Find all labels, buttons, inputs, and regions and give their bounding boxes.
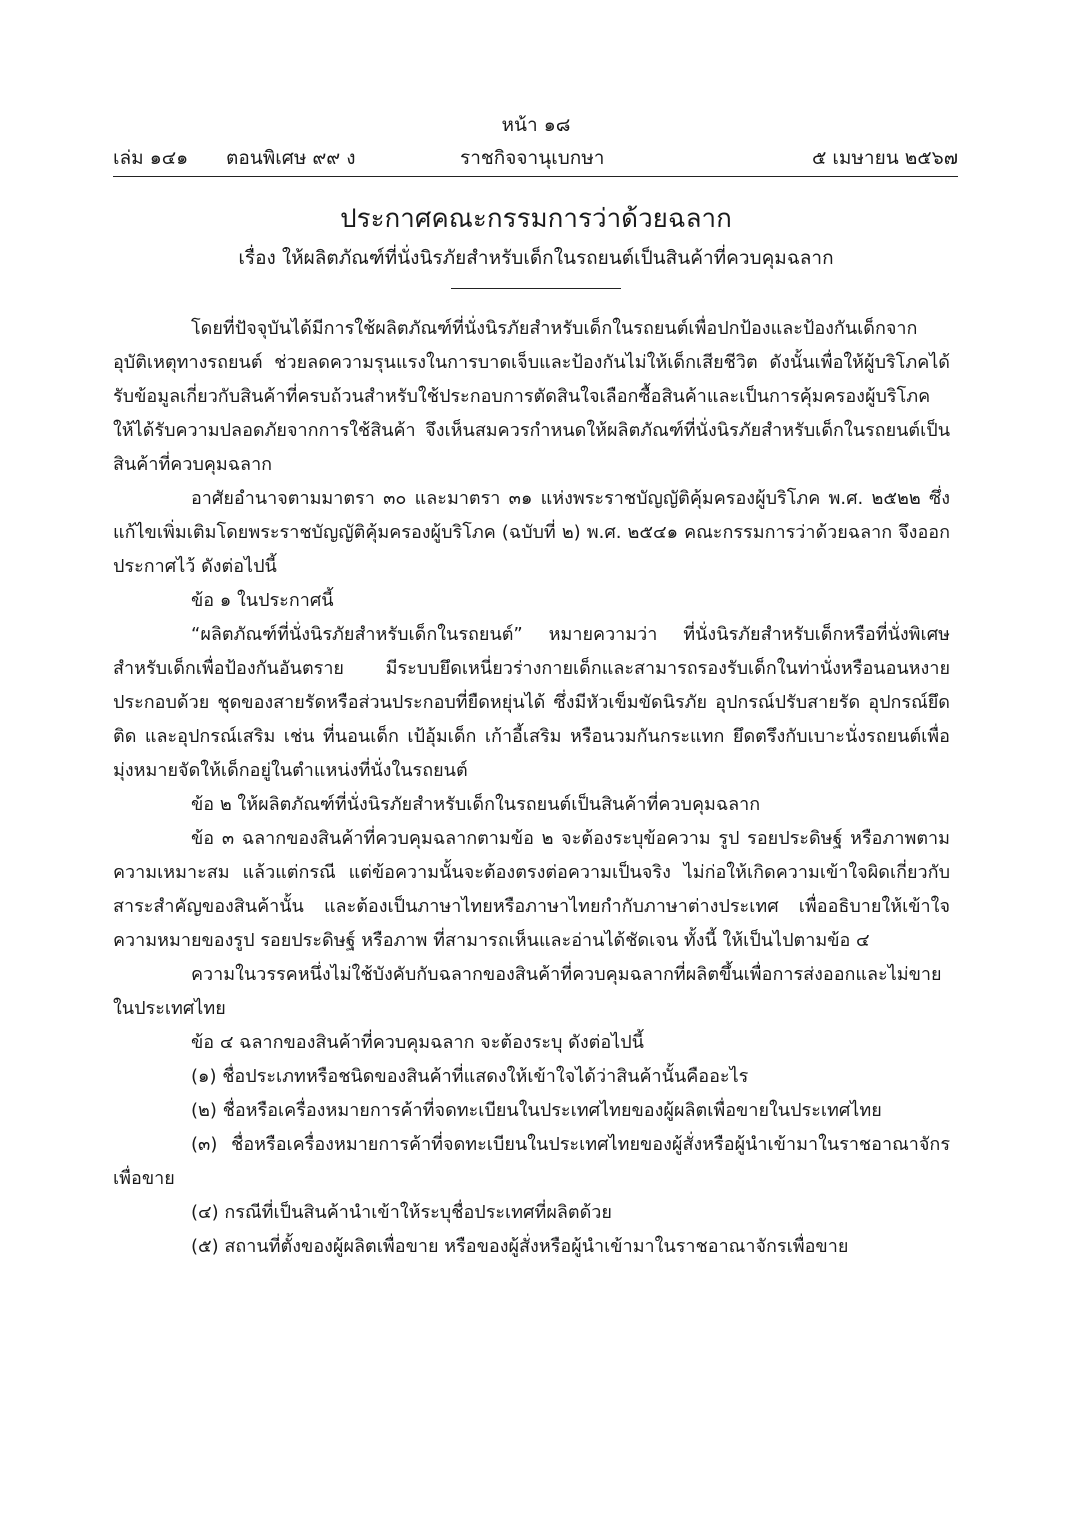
label-requirement-item: (๓) ชื่อหรือเครื่องหมายการค้าที่จดทะเบียนในประเทศไทยของผู้สั่งหรือผู้นำเข้ามาในราชอาณาจักรเพื่อขาย [113, 1134, 950, 1189]
announcement-body [113, 312, 950, 1264]
header-rule [113, 176, 958, 177]
clause-3-exemption: ความในวรรคหนึ่งไม่ใช้บังคับกับฉลากของสินค้าที่ควบคุมฉลากที่ผลิตขึ้นเพื่อการส่งออกและไม่ขายในประเทศไทย [113, 964, 942, 1019]
clause-1-heading: ข้อ ๑ ในประกาศนี้ [191, 590, 334, 611]
announcement-title: ประกาศคณะกรรมการว่าด้วยฉลาก [340, 204, 732, 234]
label-requirement-item: (๕) สถานที่ตั้งของผู้ผลิตเพื่อขาย หรือของผู้สั่งหรือผู้นำเข้ามาในราชอาณาจักรเพื่อขาย [191, 1236, 849, 1257]
volume-number: เล่ม ๑๔๑ [113, 147, 189, 169]
announcement-subject: เรื่อง ให้ผลิตภัณฑ์ที่นั่งนิรภัยสำหรับเด็กในรถยนต์เป็นสินค้าที่ควบคุมฉลาก [238, 247, 834, 269]
preamble-paragraph: โดยที่ปัจจุบันได้มีการใช้ผลิตภัณฑ์ที่นั่งนิรภัยสำหรับเด็กในรถยนต์เพื่อปกป้องและป้องกันเด็กจากอุบัติเหตุทางรถยนต์ ช่วยลดความรุนแรงในการบาดเจ็บและป้องกันไม่ให้เด็กเสียชีวิต ดังนั้นเพื่อให้ผู้บริโภคได้รับข้อมูลเกี่ยวกับสินค้าที่ครบถ้วนสำหรับใช้ประกอบการตัดสินใจเลือกซื้อสินค้าและเป็นการคุ้มครองผู้บริโภคให้ได้รับความปลอดภัยจากการใช้สินค้า จึงเห็นสมควรกำหนดให้ผลิตภัณฑ์ที่นั่งนิรภัยสำหรับเด็กในรถยนต์เป็นสินค้าที่ควบคุมฉลาก [113, 318, 950, 475]
clause-3: ข้อ ๓ ฉลากของสินค้าที่ควบคุมฉลากตามข้อ ๒ จะต้องระบุข้อความ รูป รอยประดิษฐ์ หรือภาพตามความเหมาะสม แล้วแต่กรณี แต่ข้อความนั้นจะต้องตรงต่อความเป็นจริง ไม่ก่อให้เกิดความเข้าใจผิดเกี่ยวกับสาระสำคัญของสินค้านั้น และต้องเป็นภาษาไทยหรือภาษาไทยกำกับภาษาต่างประเทศ เพื่ออธิบายให้เข้าใจความหมายของรูป รอยประดิษฐ์ หรือภาพ ที่สามารถเห็นและอ่านได้ชัดเจน ทั้งนี้ ให้เป็นไปตามข้อ ๔ [113, 828, 950, 951]
issue-number: ตอนพิเศษ ๙๙ ง [226, 147, 356, 169]
clause-2: ข้อ ๒ ให้ผลิตภัณฑ์ที่นั่งนิรภัยสำหรับเด็กในรถยนต์เป็นสินค้าที่ควบคุมฉลาก [191, 794, 761, 815]
gazette-name: ราชกิจจานุเบกษา [460, 147, 605, 169]
gazette-header [113, 145, 958, 173]
authority-paragraph: อาศัยอำนาจตามมาตรา ๓๐ และมาตรา ๓๑ แห่งพระราชบัญญัติคุ้มครองผู้บริโภค พ.ศ. ๒๕๒๒ ซึ่งแก้ไขเพิ่มเติมโดยพระราชบัญญัติคุ้มครองผู้บริโภค (ฉบับที่ ๒) พ.ศ. ๒๕๔๑ คณะกรรมการว่าด้วยฉลาก จึงออกประกาศไว้ ดังต่อไปนี้ [113, 488, 950, 577]
definition-paragraph: “ผลิตภัณฑ์ที่นั่งนิรภัยสำหรับเด็กในรถยนต์” หมายความว่า ที่นั่งนิรภัยสำหรับเด็กหรือที่นั่งพิเศษสำหรับเด็กเพื่อป้องกันอันตราย มีระบบยึดเหนี่ยวร่างกายเด็กและสามารถรองรับเด็กในท่านั่งหรือนอนหงาย ประกอบด้วย ชุดของสายรัดหรือส่วนประกอบที่ยืดหยุ่นได้ ซึ่งมีหัวเข็มขัดนิรภัย อุปกรณ์ปรับสายรัด อุปกรณ์ยึดติด และอุปกรณ์เสริม เช่น ที่นอนเด็ก เป้อุ้มเด็ก เก้าอี้เสริม หรือนวมกันกระแทก ยึดตรึงกับเบาะนั่งรถยนต์เพื่อมุ่งหมายจัดให้เด็กอยู่ในตำแหน่งที่นั่งในรถยนต์ [113, 624, 950, 781]
page-number: หน้า ๑๘ [501, 114, 571, 136]
title-divider [451, 288, 621, 289]
label-requirement-item: (๑) ชื่อประเภทหรือชนิดของสินค้าที่แสดงให้เข้าใจได้ว่าสินค้านั้นคืออะไร [191, 1066, 749, 1087]
clause-4-heading: ข้อ ๔ ฉลากของสินค้าที่ควบคุมฉลาก จะต้องระบุ ดังต่อไปนี้ [191, 1032, 644, 1053]
label-requirement-item: (๒) ชื่อหรือเครื่องหมายการค้าที่จดทะเบียนในประเทศไทยของผู้ผลิตเพื่อขายในประเทศไทย [191, 1100, 882, 1121]
publication-date: ๕ เมษายน ๒๕๖๗ [811, 147, 958, 169]
label-requirement-item: (๔) กรณีที่เป็นสินค้านำเข้าให้ระบุชื่อประเทศที่ผลิตด้วย [191, 1202, 612, 1223]
